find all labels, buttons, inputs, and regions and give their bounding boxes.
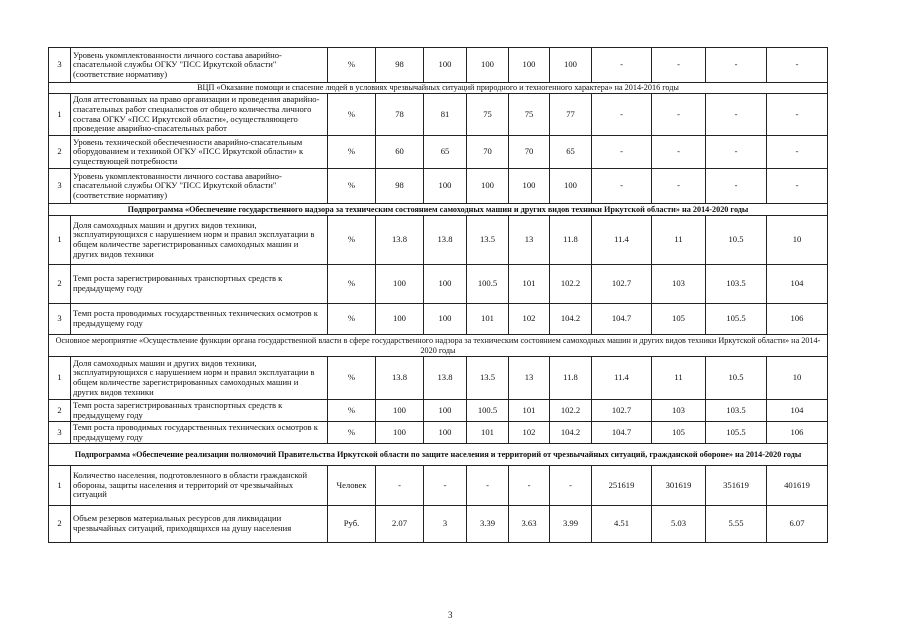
value-cell: -: [652, 94, 706, 136]
value-cell: 75: [509, 94, 550, 136]
section-title: Подпрограмма «Обеспечение государственного надзора за техническим состоянием самоходных машин и других видов техники Иркутской области» на 2014-2020 годы: [49, 204, 828, 216]
indicators-table: [48, 47, 828, 543]
value-cell: 100: [376, 422, 424, 444]
value-cell: 351619: [706, 466, 767, 506]
value-cell: 13.8: [376, 357, 424, 400]
value-cell: 78: [376, 94, 424, 136]
value-cell: -: [592, 136, 652, 169]
value-cell: 2.07: [376, 506, 424, 543]
value-cell: 13: [509, 216, 550, 265]
value-cell: 13.5: [467, 357, 509, 400]
value-cell: 98: [376, 169, 424, 204]
value-cell: 103: [652, 265, 706, 304]
value-cell: 100.5: [467, 265, 509, 304]
value-cell: 104.7: [592, 304, 652, 335]
row-number: 2: [49, 506, 71, 543]
unit-cell: %: [328, 136, 376, 169]
value-cell: 13.5: [467, 216, 509, 265]
value-cell: 10.5: [706, 216, 767, 265]
value-cell: 103: [652, 400, 706, 422]
section-header: [49, 335, 828, 357]
section-header: [49, 444, 828, 466]
indicator-name: Уровень укомплектованности личного состава аварийно-спасательной службы ОГКУ "ПСС Иркутской области" (соответствие нормативу): [71, 169, 328, 204]
section-title: ВЦП «Оказание помощи и спасение людей в условиях чрезвычайных ситуаций природного и техногенного характера» на 2014-2016 годы: [49, 83, 828, 94]
value-cell: 100: [509, 169, 550, 204]
table-row: [49, 94, 828, 136]
value-cell: 11: [652, 216, 706, 265]
value-cell: 5.55: [706, 506, 767, 543]
indicator-name: Темп роста зарегистрированных транспортных средств к предыдущему году: [71, 265, 328, 304]
value-cell: 105.5: [706, 304, 767, 335]
table-row: [49, 400, 828, 422]
value-cell: 100: [550, 169, 592, 204]
value-cell: 104: [767, 400, 828, 422]
indicator-name: Уровень технической обеспеченности аварийно-спасательным оборудованием и техникой ОГКУ «ПСС Иркутской области» к существующей потребности: [71, 136, 328, 169]
row-number: 1: [49, 94, 71, 136]
indicator-name: Доля аттестованных на право организации и проведения аварийно-спасательных работ специалистов от общего количества личного состава ОГКУ «ПСС Иркутской области», осуществляющего проведение аварийно-спасательных работ: [71, 94, 328, 136]
value-cell: 102: [509, 304, 550, 335]
section-title: Основное мероприятие «Осуществление функции органа государственной власти в сфере государственного надзора за техническим состоянием самоходных машин и других видов техники Иркутской области» на 2014-2020 годы: [49, 335, 828, 357]
value-cell: -: [706, 94, 767, 136]
value-cell: 100.5: [467, 400, 509, 422]
row-number: 2: [49, 400, 71, 422]
table-row: [49, 506, 828, 543]
value-cell: 100: [424, 169, 467, 204]
row-number: 1: [49, 216, 71, 265]
value-cell: 5.03: [652, 506, 706, 543]
value-cell: 11.4: [592, 357, 652, 400]
value-cell: 10: [767, 357, 828, 400]
value-cell: 3.63: [509, 506, 550, 543]
row-number: 2: [49, 136, 71, 169]
table-row: [49, 466, 828, 506]
table-row: [49, 216, 828, 265]
unit-cell: %: [328, 357, 376, 400]
value-cell: 11.8: [550, 357, 592, 400]
value-cell: 3.99: [550, 506, 592, 543]
value-cell: 104.2: [550, 422, 592, 444]
value-cell: -: [767, 136, 828, 169]
value-cell: 100: [467, 169, 509, 204]
indicator-name: Количество населения, подготовленного в области гражданской обороны, защиты населения и территорий от чрезвычайных ситуаций: [71, 466, 328, 506]
value-cell: -: [706, 136, 767, 169]
value-cell: 105.5: [706, 422, 767, 444]
value-cell: -: [767, 169, 828, 204]
value-cell: -: [592, 94, 652, 136]
value-cell: 102: [509, 422, 550, 444]
value-cell: 6.07: [767, 506, 828, 543]
value-cell: 106: [767, 304, 828, 335]
value-cell: 101: [467, 304, 509, 335]
value-cell: -: [509, 466, 550, 506]
indicator-name: Доля самоходных машин и других видов техники, эксплуатирующихся с нарушением норм и правил эксплуатации в общем количестве зарегистрированных самоходных машин и других видов техники: [71, 357, 328, 400]
value-cell: -: [706, 169, 767, 204]
value-cell: 65: [424, 136, 467, 169]
unit-cell: %: [328, 169, 376, 204]
value-cell: -: [550, 466, 592, 506]
value-cell: 98: [376, 48, 424, 83]
table-row: [49, 357, 828, 400]
unit-cell: %: [328, 265, 376, 304]
value-cell: 101: [467, 422, 509, 444]
unit-cell: %: [328, 48, 376, 83]
table-row: [49, 265, 828, 304]
value-cell: 102.7: [592, 265, 652, 304]
value-cell: 102.7: [592, 400, 652, 422]
table-row: [49, 304, 828, 335]
value-cell: 3: [424, 506, 467, 543]
value-cell: -: [767, 48, 828, 83]
indicator-name: Темп роста зарегистрированных транспортных средств к предыдущему году: [71, 400, 328, 422]
value-cell: 100: [424, 48, 467, 83]
value-cell: 100: [376, 400, 424, 422]
value-cell: 13.8: [424, 216, 467, 265]
value-cell: 4.51: [592, 506, 652, 543]
value-cell: 100: [376, 304, 424, 335]
indicator-name: Объем резервов материальных ресурсов для ликвидации чрезвычайных ситуаций, приходящихся на душу населения: [71, 506, 328, 543]
value-cell: 65: [550, 136, 592, 169]
value-cell: 13.8: [376, 216, 424, 265]
value-cell: -: [467, 466, 509, 506]
value-cell: 13.8: [424, 357, 467, 400]
value-cell: 100: [467, 48, 509, 83]
row-number: 3: [49, 169, 71, 204]
value-cell: 100: [550, 48, 592, 83]
indicator-name: Темп роста проводимых государственных технических осмотров к предыдущему году: [71, 422, 328, 444]
value-cell: 105: [652, 422, 706, 444]
value-cell: 11: [652, 357, 706, 400]
value-cell: 104.7: [592, 422, 652, 444]
value-cell: -: [592, 169, 652, 204]
unit-cell: Человек: [328, 466, 376, 506]
table-row: [49, 169, 828, 204]
value-cell: 106: [767, 422, 828, 444]
value-cell: 75: [467, 94, 509, 136]
value-cell: 104.2: [550, 304, 592, 335]
indicator-name: Темп роста проводимых государственных технических осмотров к предыдущему году: [71, 304, 328, 335]
value-cell: 11.4: [592, 216, 652, 265]
value-cell: 70: [509, 136, 550, 169]
row-number: 1: [49, 357, 71, 400]
value-cell: 100: [424, 265, 467, 304]
row-number: 1: [49, 466, 71, 506]
table-row: [49, 136, 828, 169]
value-cell: 81: [424, 94, 467, 136]
value-cell: 101: [509, 265, 550, 304]
section-title: Подпрограмма «Обеспечение реализации полномочий Правительства Иркутской области по защите населения и территорий от чрезвычайных ситуаций, гражданской обороне» на 2014-2020 годы: [49, 444, 828, 466]
value-cell: 105: [652, 304, 706, 335]
value-cell: 401619: [767, 466, 828, 506]
value-cell: 13: [509, 357, 550, 400]
table-row: [49, 422, 828, 444]
value-cell: -: [424, 466, 467, 506]
indicator-name: Доля самоходных машин и других видов техники, эксплуатирующихся с нарушением норм и правил эксплуатации в общем количестве зарегистрированных самоходных машин и других видов техники: [71, 216, 328, 265]
value-cell: 70: [467, 136, 509, 169]
unit-cell: %: [328, 304, 376, 335]
value-cell: 103.5: [706, 400, 767, 422]
row-number: 2: [49, 265, 71, 304]
value-cell: -: [592, 48, 652, 83]
value-cell: 104: [767, 265, 828, 304]
page-number: 3: [448, 610, 453, 620]
value-cell: 102.2: [550, 400, 592, 422]
row-number: 3: [49, 48, 71, 83]
unit-cell: %: [328, 422, 376, 444]
value-cell: 100: [424, 304, 467, 335]
value-cell: -: [706, 48, 767, 83]
value-cell: 100: [509, 48, 550, 83]
value-cell: 251619: [592, 466, 652, 506]
table-row: [49, 48, 828, 83]
value-cell: -: [376, 466, 424, 506]
unit-cell: %: [328, 216, 376, 265]
value-cell: -: [767, 94, 828, 136]
unit-cell: Руб.: [328, 506, 376, 543]
row-number: 3: [49, 422, 71, 444]
value-cell: -: [652, 169, 706, 204]
value-cell: -: [652, 136, 706, 169]
value-cell: 100: [424, 400, 467, 422]
value-cell: 10: [767, 216, 828, 265]
value-cell: 11.8: [550, 216, 592, 265]
value-cell: 301619: [652, 466, 706, 506]
row-number: 3: [49, 304, 71, 335]
value-cell: 101: [509, 400, 550, 422]
section-header: [49, 204, 828, 216]
value-cell: 100: [376, 265, 424, 304]
indicator-name: Уровень укомплектованности личного состава аварийно-спасательной службы ОГКУ "ПСС Иркутской области" (соответствие нормативу): [71, 48, 328, 83]
unit-cell: %: [328, 94, 376, 136]
value-cell: 60: [376, 136, 424, 169]
value-cell: 10.5: [706, 357, 767, 400]
section-header: [49, 83, 828, 94]
unit-cell: %: [328, 400, 376, 422]
value-cell: 77: [550, 94, 592, 136]
value-cell: 103.5: [706, 265, 767, 304]
value-cell: 100: [424, 422, 467, 444]
value-cell: -: [652, 48, 706, 83]
value-cell: 3.39: [467, 506, 509, 543]
value-cell: 102.2: [550, 265, 592, 304]
